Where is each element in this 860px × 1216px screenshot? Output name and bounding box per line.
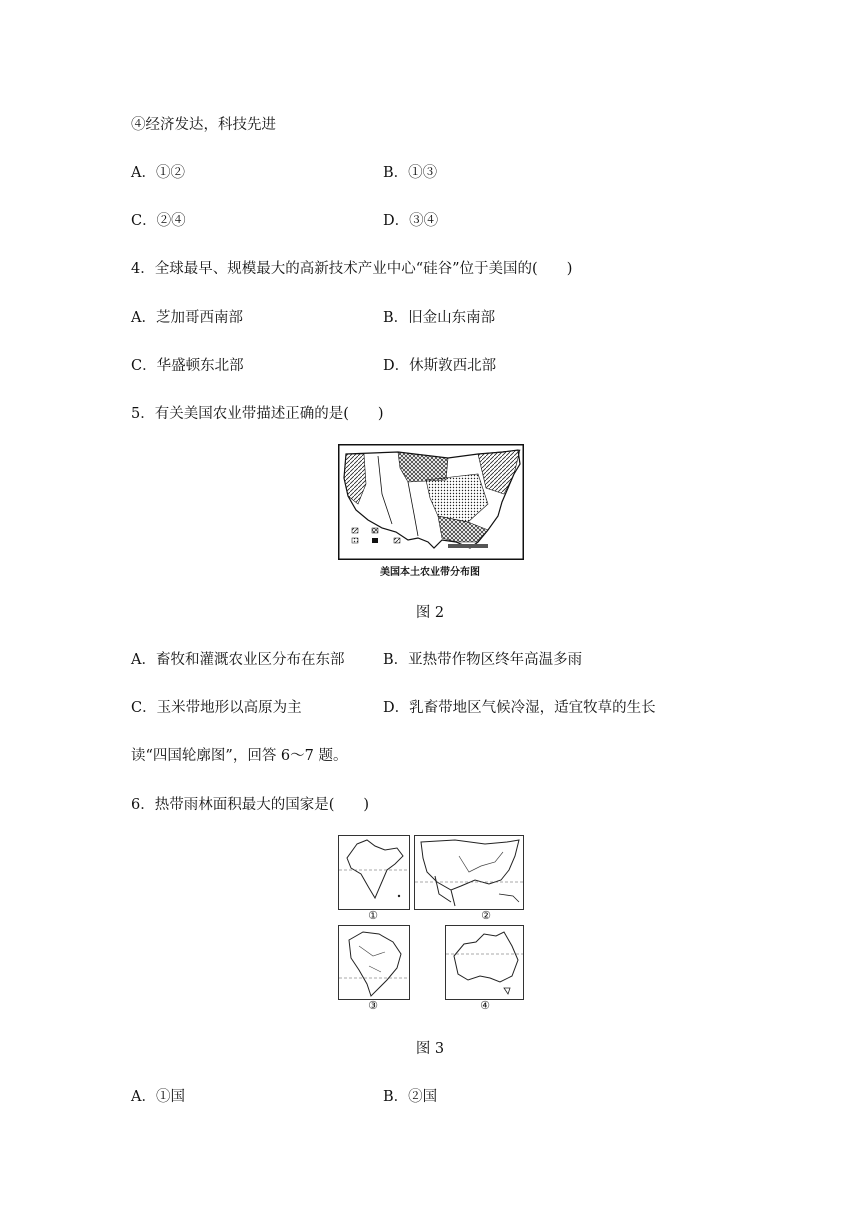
- q5-option-a: A．畜牧和灌溉农业区分布在东部: [131, 652, 345, 668]
- map-india: [338, 835, 410, 910]
- intro-6-7: 读“四国轮廓图”，回答 6～7 题。: [131, 748, 348, 764]
- q3-option-a: A．①②: [131, 165, 185, 181]
- q3-option-c: C．②④: [131, 213, 186, 229]
- q3-option-d: D．③④: [383, 213, 439, 229]
- map-label-1: ①: [368, 909, 378, 922]
- map-label-3: ③: [368, 999, 378, 1012]
- q3-item-4: ④经济发达，科技先进: [131, 117, 276, 133]
- q4-stem: 4．全球最早、规模最大的高新技术产业中心“硅谷”位于美国的( ): [131, 261, 573, 277]
- map-label-2: ②: [481, 909, 491, 922]
- q6-stem: 6．热带雨林面积最大的国家是( ): [131, 797, 370, 813]
- q4-option-b: B．旧金山东南部: [383, 310, 496, 326]
- q4-option-c: C．华盛顿东北部: [131, 358, 244, 374]
- map-brazil: [338, 925, 410, 1000]
- us-map-title: 美国本土农业带分布图: [380, 567, 480, 578]
- q5-stem: 5．有关美国农业带描述正确的是( ): [131, 406, 384, 422]
- figure-2-caption: 图 2: [415, 605, 445, 621]
- map-label-4: ④: [480, 999, 490, 1012]
- q3-option-b: B．①③: [383, 165, 438, 181]
- us-agriculture-map: [338, 444, 524, 560]
- figure-3-caption: 图 3: [415, 1041, 445, 1057]
- q4-option-a: A．芝加哥西南部: [131, 310, 243, 326]
- q6-option-a: A．①国: [131, 1089, 185, 1105]
- map-usa: [414, 835, 524, 910]
- q5-option-b: B．亚热带作物区终年高温多雨: [383, 652, 583, 668]
- q5-option-c: C．玉米带地形以高原为主: [131, 700, 302, 716]
- map-australia: [445, 925, 524, 1000]
- q6-option-b: B．②国: [383, 1089, 438, 1105]
- q5-option-d: D．乳畜带地区气候冷湿，适宜牧草的生长: [383, 700, 656, 716]
- q4-option-d: D．休斯敦西北部: [383, 358, 497, 374]
